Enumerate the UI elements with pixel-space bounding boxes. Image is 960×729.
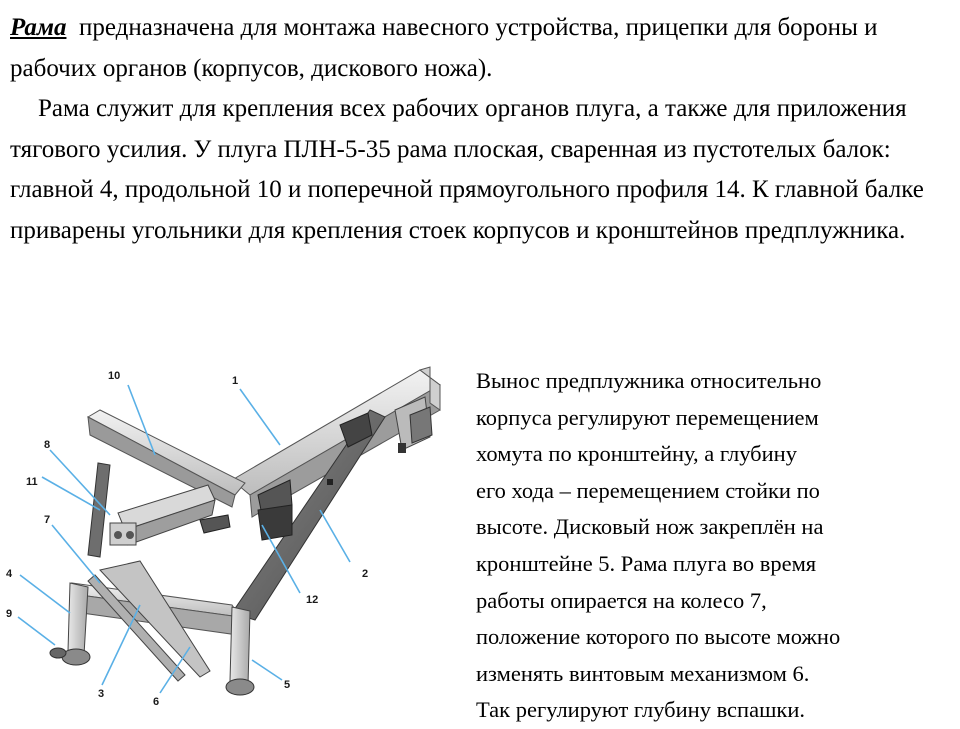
callout-6: 6 xyxy=(153,696,160,708)
callout-3: 3 xyxy=(98,688,105,700)
callout-4: 4 xyxy=(6,568,13,580)
frame-keyword: Рама xyxy=(10,14,67,41)
intro-paragraph-1 xyxy=(10,8,940,89)
callout-5: 5 xyxy=(284,679,291,691)
longitudinal-beam xyxy=(88,410,245,507)
side-description xyxy=(476,363,954,729)
callout-1: 1 xyxy=(232,375,239,387)
callout-10: 10 xyxy=(108,370,121,382)
callout-9: 9 xyxy=(6,608,13,620)
callout-12: 12 xyxy=(306,594,319,606)
side-paragraph: Вынос предплужника относительно корпуса регулируют перемещением хомута по кронштейну, а глубину его хода – перемещением стойки по высоте. Дисковый нож закреплён на кронштейне 5. Рама плуга во время работы опирается на колесо 7, положение которого по высоте можно изменять винтовым механизмом 6. Так регулируют глубину вспашки. xyxy=(476,368,841,723)
side-plate-left xyxy=(50,583,90,665)
intro-paragraph-2 xyxy=(10,89,940,251)
intro-text xyxy=(10,8,940,251)
intro-sentence-1: предназначена для монтажа навесного устройства, прицепки для бороны и рабочих органов (корпусов, дискового ножа). xyxy=(10,14,878,82)
callout-11: 11 xyxy=(26,476,38,488)
callout-7: 7 xyxy=(44,514,51,526)
callout-2: 2 xyxy=(362,568,369,580)
callout-8: 8 xyxy=(44,439,51,451)
plough-frame-diagram xyxy=(0,355,470,720)
intro-paragraph-2-text: Рама служит для крепления всех рабочих органов плуга, а также для приложения тягового усилия. У плуга ПЛН-5-35 рама плоская, сваренная из пустотелых балок: главной 4, продольной 10 и поперечной прямоугольного профиля 14. К главной балке приварены угольники для крепления стоек корпусов и кронштейнов предплужника. xyxy=(10,95,924,244)
